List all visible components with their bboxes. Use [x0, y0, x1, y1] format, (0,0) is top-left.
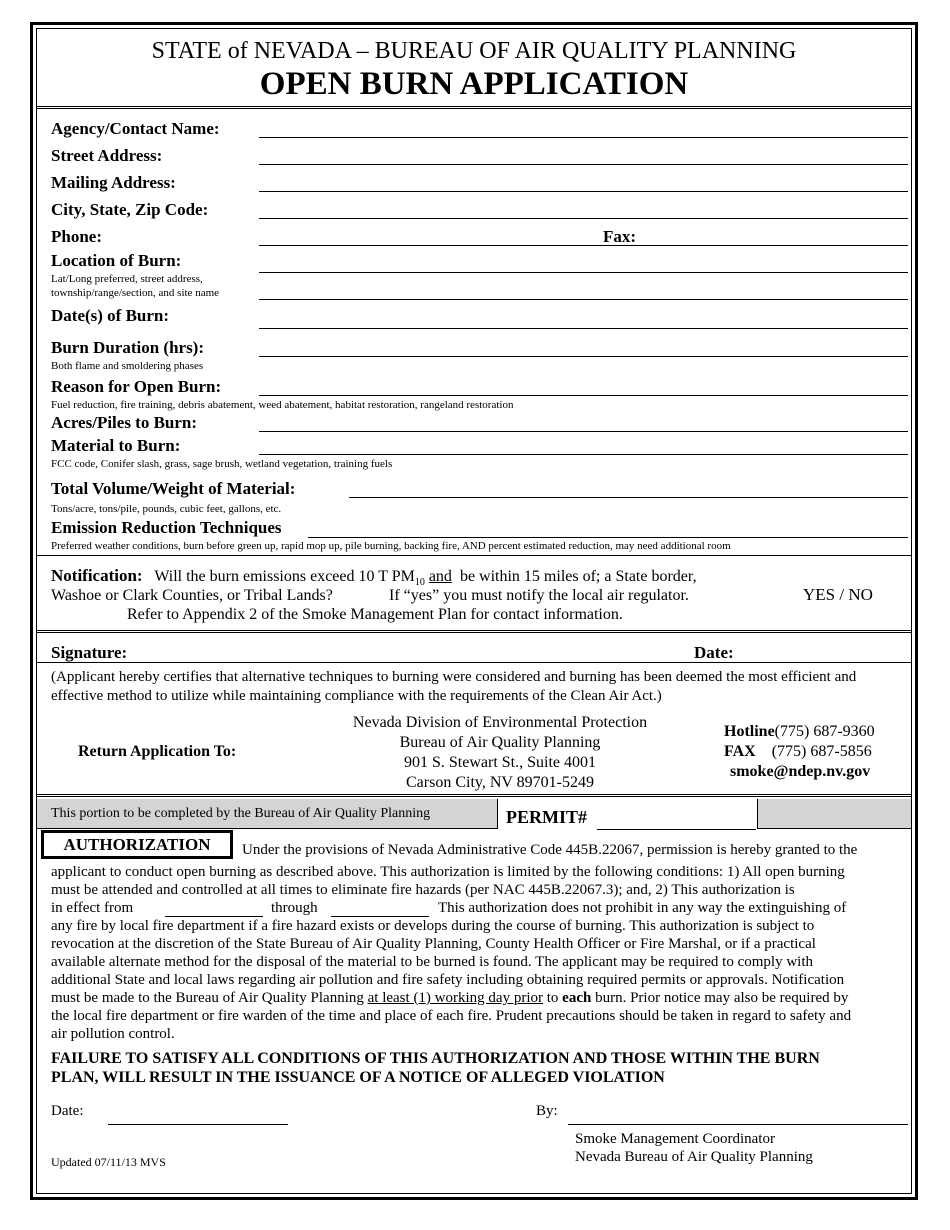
authorization-title: AUTHORIZATION — [41, 830, 233, 859]
return-addr-4: Carson City, NV 89701-5249 — [406, 774, 594, 791]
auth-line-8c: burn. Prior notice may also be required by — [595, 990, 849, 1006]
auth-line-8 — [51, 989, 848, 1008]
auth-line-3b: This authorization does not prohibit in any way the extinguishing of — [438, 900, 847, 916]
yes-no-choice[interactable]: YES / NO — [803, 585, 873, 604]
email-link[interactable]: smoke@ndep.nv.gov — [730, 763, 871, 780]
duration-field[interactable] — [259, 356, 908, 357]
auth-line-1: applicant to conduct open burning as described above. This authorization is limited by the following conditions: 1) All open burning — [51, 864, 845, 880]
auth-through: through — [271, 900, 318, 916]
notification-divider — [36, 630, 912, 633]
notification-line-2b: If “yes” you must notify the local air regulator. — [389, 587, 689, 604]
auth-each: each — [562, 990, 592, 1006]
return-addr-2: Bureau of Air Quality Planning — [399, 734, 601, 751]
location-field-2[interactable] — [259, 299, 908, 300]
return-fax-label: FAX — [724, 743, 756, 760]
city-state-zip-field[interactable] — [259, 218, 908, 219]
duration-label: Burn Duration (hrs): — [51, 338, 205, 357]
auth-line-9: the local fire department or fire warden of the time and place of each fire. Prudent precautions should be taken in regard to safety and — [51, 1008, 852, 1024]
office-note: This portion to be completed by the Bureau of Air Quality Planning — [51, 806, 431, 821]
emission-hint: Preferred weather conditions, burn before green up, rapid mop up, pile burning, backing fire, AND percent estimated reduction, may need additional room — [51, 540, 731, 552]
permit-number-field[interactable] — [597, 829, 756, 830]
location-field-1[interactable] — [259, 272, 908, 273]
acres-label: Acres/Piles to Burn: — [51, 413, 198, 432]
auth-by-signature-field[interactable] — [568, 1124, 908, 1125]
material-field[interactable] — [259, 454, 908, 455]
certification-text: (Applicant hereby certifies that alternative techniques to burning were considered and burning has been deemed the most efficient and effective method to utilize while maintaining compliance with the requirements of the Clean Air Act.) — [51, 669, 857, 704]
notification-line-3: Refer to Appendix 2 of the Smoke Management Plan for contact information. — [127, 606, 623, 623]
notification-line-1 — [51, 566, 697, 588]
notification-line-2a: Washoe or Clark Counties, or Tribal Lands? — [51, 587, 333, 604]
notification-question-a: Will the burn emissions exceed 10 T PM — [154, 568, 415, 585]
hotline-row — [724, 723, 875, 741]
signature-date-label: Date: — [694, 643, 734, 662]
material-hint: FCC code, Conifer slash, grass, sage brush, wetland vegetation, training fuels — [51, 458, 393, 470]
auth-line-4: any fire by local fire department if a fire hazard exists or develops during the course of burning. This authorization is subject to — [51, 918, 815, 934]
street-address-label: Street Address: — [51, 146, 163, 165]
notification-label: Notification: — [51, 566, 143, 585]
auth-first-line: Under the provisions of Nevada Administrative Code 445B.22067, permission is hereby granted to the — [242, 842, 858, 858]
emission-field[interactable] — [308, 537, 908, 538]
auth-line-8b: to — [546, 990, 559, 1006]
volume-hint: Tons/acre, tons/pile, pounds, cubic feet, gallons, etc. — [51, 503, 282, 515]
reason-hint: Fuel reduction, fire training, debris abatement, weed abatement, habitat restoration, rangeland restoration — [51, 399, 514, 411]
acres-field[interactable] — [259, 431, 908, 432]
auth-by-label: By: — [536, 1103, 558, 1119]
duration-hint: Both flame and smoldering phases — [51, 360, 204, 372]
pm10-subscript: 10 — [414, 577, 425, 589]
emission-divider — [36, 555, 912, 556]
updated-note: Updated 07/11/13 MVS — [51, 1155, 166, 1169]
volume-label: Total Volume/Weight of Material: — [51, 479, 296, 498]
signature-label: Signature: — [51, 643, 128, 662]
return-fax-number: (775) 687-5856 — [771, 743, 872, 760]
phone-label: Phone: — [51, 227, 102, 246]
auth-line-10: air pollution control. — [51, 1026, 175, 1042]
city-state-zip-label: City, State, Zip Code: — [51, 200, 209, 219]
auth-line-5: revocation at the discretion of the State Bureau of Air Quality Planning, County Health Officer or Fire Marshal, or if a practical — [51, 936, 816, 952]
fax-row — [724, 743, 872, 761]
header-divider — [36, 106, 912, 109]
signer-title-2: Nevada Bureau of Air Quality Planning — [575, 1149, 813, 1165]
signature-divider — [36, 662, 912, 663]
location-hint-2: township/range/section, and site name — [51, 287, 220, 299]
emission-label: Emission Reduction Techniques — [51, 518, 282, 537]
return-addr-1: Nevada Division of Environmental Protection — [352, 714, 648, 731]
agency-contact-label: Agency/Contact Name: — [51, 119, 220, 138]
auth-line-6: available alternate method for the disposal of the material to be burned is found. The applicant may be required to comply with — [51, 954, 813, 970]
fax-label: Fax: — [603, 227, 637, 246]
agency-heading: STATE of NEVADA – BUREAU OF AIR QUALITY PLANNING — [151, 38, 797, 64]
notification-and: and — [428, 568, 452, 585]
location-hint-1: Lat/Long preferred, street address, — [51, 273, 203, 285]
warning-line-1: FAILURE TO SATISFY ALL CONDITIONS OF THIS AUTHORIZATION AND THOSE WITHIN THE BURN — [51, 1050, 820, 1067]
notification-question-b: be within 15 miles of; a State border, — [459, 568, 697, 585]
auth-date-label: Date: — [51, 1103, 84, 1119]
dates-label: Date(s) of Burn: — [51, 306, 170, 325]
auth-in-effect: in effect from — [51, 900, 134, 916]
auth-notice-period: at least (1) working day prior — [367, 990, 543, 1006]
hotline-number: (775) 687-9360 — [774, 723, 875, 740]
mailing-address-label: Mailing Address: — [51, 173, 176, 192]
reason-label: Reason for Open Burn: — [51, 377, 222, 396]
street-address-field[interactable] — [259, 164, 908, 165]
material-label: Material to Burn: — [51, 436, 181, 455]
return-divider — [36, 794, 912, 797]
form-title: OPEN BURN APPLICATION — [259, 66, 689, 102]
mailing-address-field[interactable] — [259, 191, 908, 192]
return-label: Return Application To: — [78, 743, 237, 760]
permit-label: PERMIT# — [506, 807, 587, 827]
hotline-label: Hotline — [724, 723, 775, 740]
office-grey-cell — [757, 799, 911, 829]
dates-field[interactable] — [259, 328, 908, 329]
location-label: Location of Burn: — [51, 251, 182, 270]
auth-date-field[interactable] — [108, 1124, 288, 1125]
agency-contact-field[interactable] — [259, 137, 908, 138]
phone-fax-field[interactable] — [259, 245, 908, 246]
reason-field[interactable] — [259, 395, 908, 396]
volume-field[interactable] — [349, 497, 908, 498]
signer-title-1: Smoke Management Coordinator — [575, 1131, 775, 1147]
auth-line-2: must be attended and controlled at all times to eliminate fire hazards (per NAC 445B.22067.3); and, 2) This authorization is — [51, 882, 795, 898]
auth-line-7: additional State and local laws regarding air pollution and fire safety including obtaining required permits or approvals. Notification — [51, 972, 845, 988]
auth-line-8a: must be made to the Bureau of Air Quality Planning — [51, 990, 364, 1006]
signer-title — [575, 1130, 813, 1166]
return-address — [300, 713, 700, 793]
return-addr-3: 901 S. Stewart St., Suite 4001 — [403, 754, 596, 771]
warning-line-2: PLAN, WILL RESULT IN THE ISSUANCE OF A NOTICE OF ALLEGED VIOLATION — [51, 1069, 665, 1086]
